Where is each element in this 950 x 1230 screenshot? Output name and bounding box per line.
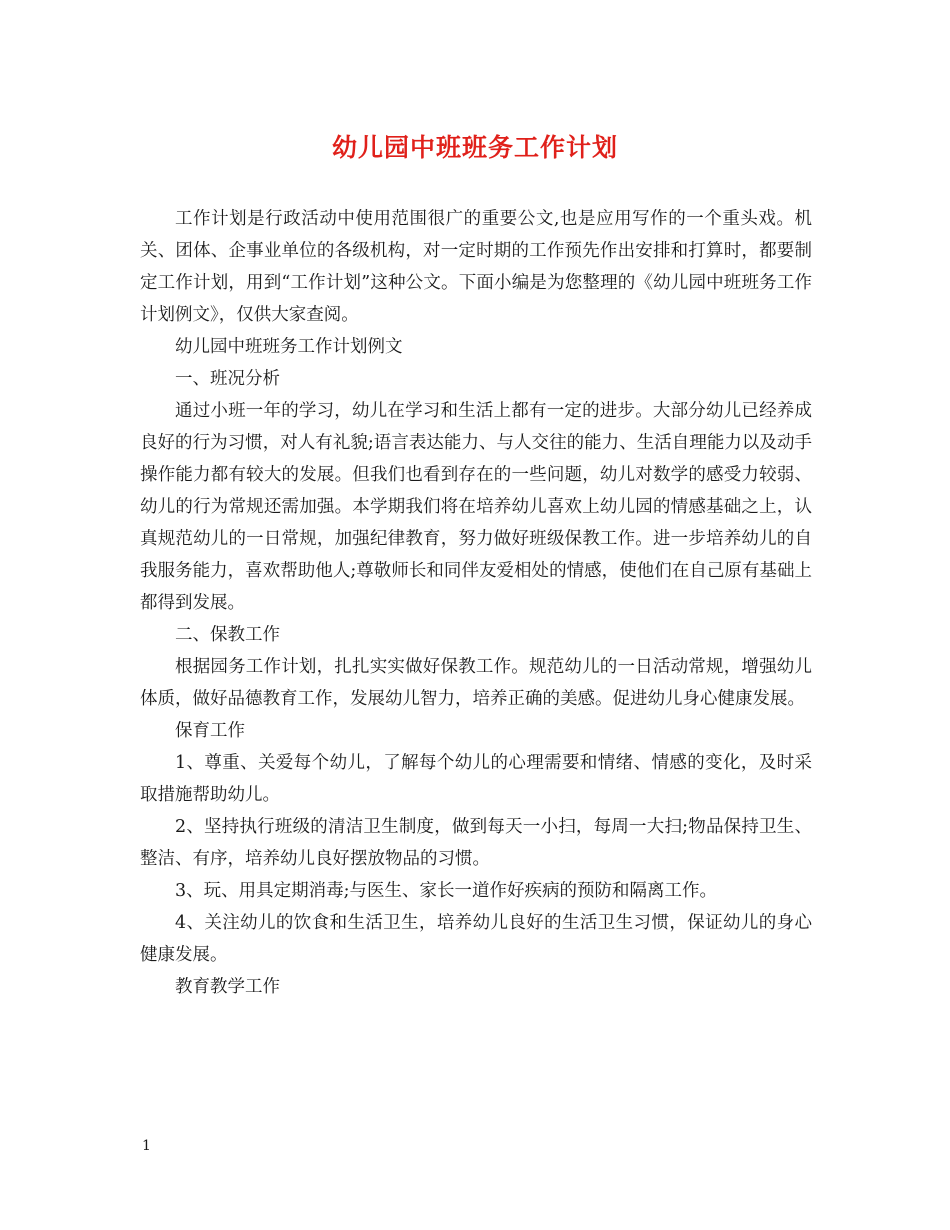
paragraph-class-analysis: 通过小班一年的学习，幼儿在学习和生活上都有一定的进步。大部分幼儿已经养成良好的行为习惯，对人有礼貌;语言表达能力、与人交往的能力、生活自理能力以及动手操作能力都有较大的发展。但我们也看到存在的一些问题，幼儿对数学的感受力较弱、幼儿的行为常规还需加强。本学期我们将在培养幼儿喜欢上幼儿园的情感基础之上，认真规范幼儿的一日常规，加强纪律教育，努力做好班级保教工作。进一步培养幼儿的自我服务能力，喜欢帮助他人;尊敬师长和同伴友爱相处的情感，使他们在自己原有基础上都得到发展。 <box>140 401 812 613</box>
list-item-2: 2、坚持执行班级的清洁卫生制度，做到每天一小扫，每周一大扫;物品保持卫生、整洁、有序，培养幼儿良好摆放物品的习惯。 <box>140 817 812 869</box>
paragraph-subtitle: 幼儿园中班班务工作计划例文 <box>175 337 403 357</box>
page-number: 1 <box>142 1138 151 1154</box>
list-item-4: 4、关注幼儿的饮食和生活卫生，培养幼儿良好的生活卫生习惯，保证幼儿的身心健康发展。 <box>140 913 812 965</box>
paragraph-care-education: 根据园务工作计划，扎扎实实做好保教工作。规范幼儿的一日活动常规，增强幼儿体质，做好品德教育工作，发展幼儿智力，培养正确的美感。促进幼儿身心健康发展。 <box>140 657 812 709</box>
paragraph-intro: 工作计划是行政活动中使用范围很广的重要公文,也是应用写作的一个重头戏。机关、团体、企事业单位的各级机构，对一定时期的工作预先作出安排和打算时，都要制定工作计划，用到“工作计划”这种公文。下面小编是为您整理的《幼儿园中班班务工作计划例文》，仅供大家查阅。 <box>140 209 812 325</box>
heading-childcare: 保育工作 <box>175 721 245 741</box>
heading-class-analysis: 一、班况分析 <box>175 369 280 389</box>
document-body <box>140 203 812 1003</box>
list-item-1: 1、尊重、关爱每个幼儿，了解每个幼儿的心理需要和情绪、情感的变化，及时采取措施帮助幼儿。 <box>140 753 812 805</box>
heading-care-education: 二、保教工作 <box>175 625 280 645</box>
document-title: 幼儿园中班班务工作计划 <box>331 133 618 162</box>
heading-teaching: 教育教学工作 <box>175 977 280 997</box>
list-item-3: 3、玩、用具定期消毒;与医生、家长一道作好疾病的预防和隔离工作。 <box>175 881 718 901</box>
